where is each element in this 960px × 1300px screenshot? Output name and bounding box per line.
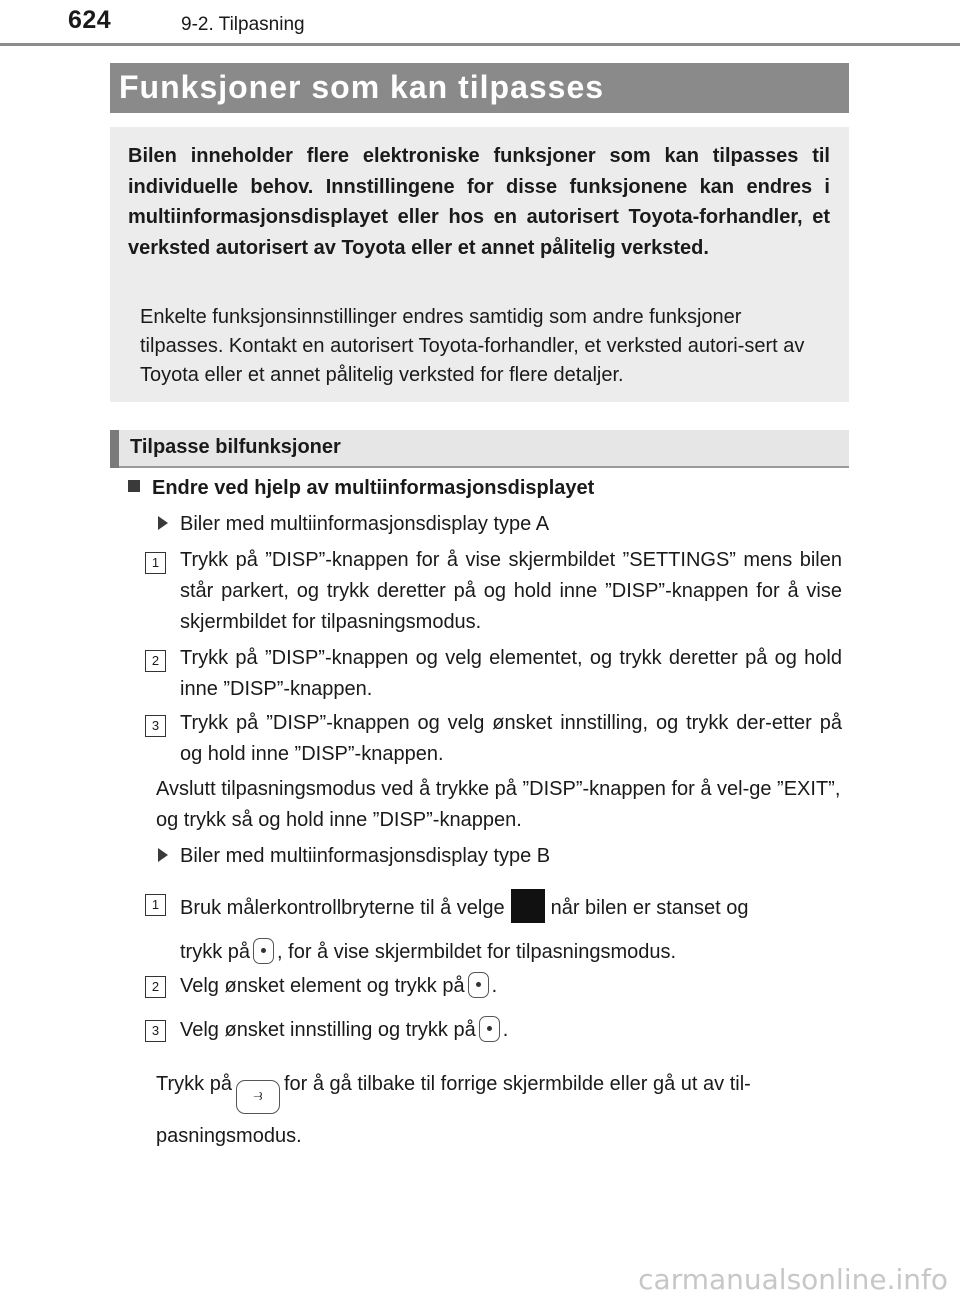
back-note-part: Trykk på: [156, 1073, 232, 1095]
title-bar: [110, 63, 849, 113]
section-label: 9-2. Tilpasning: [181, 14, 305, 35]
step-number: 3: [145, 1020, 166, 1042]
step-text-part: .: [491, 975, 498, 997]
type-a-bullet: [158, 513, 549, 536]
type-b-bullet: [158, 845, 550, 868]
intro-note-text: Enkelte funksjonsinnstillinger endres samtidig som andre funksjoner tilpasses. Kontakt en autorisert Toyota-forhandler, et verksted autori-sert av Toyota eller et annet pålitelig verksted for flere detaljer.: [140, 306, 805, 386]
triangle-bullet-icon: [158, 516, 168, 530]
step-number: 2: [145, 650, 166, 672]
step-text-part: når bilen er stanset og: [550, 897, 749, 919]
sub-header-title: Tilpasse bilfunksjoner: [130, 436, 341, 458]
step-text-part: trykk på: [180, 941, 251, 963]
intro-bold-text: Bilen inneholder flere elektroniske funksjoner som kan tilpasses til individuelle behov. Innstillingene for disse funksjonene kan endres i multiinformasjonsdisplayet eller hos en autorisert Toyota-forhandler, et verksted autorisert av Toyota eller et annet pålitelig verksted.: [128, 145, 830, 259]
watermark: carmanualsonline.info: [638, 1263, 948, 1296]
sub-header-bar: [110, 430, 119, 468]
type-a-label: Biler med multiinformasjonsdisplay type A: [180, 513, 550, 535]
step-text: [180, 886, 842, 974]
step-text-part: , for å vise skjermbildet for tilpasningsmodus.: [277, 941, 677, 963]
step-number: 1: [145, 894, 166, 916]
step-text-part: Velg ønsket element og trykk på: [180, 975, 465, 997]
type-b-label: Biler med multiinformasjonsdisplay type B: [180, 845, 551, 867]
step-number: 3: [145, 715, 166, 737]
square-bullet-icon: [128, 480, 140, 492]
step-text-part: Bruk målerkontrollbryterne til å velge: [180, 897, 505, 919]
enter-button-icon: [468, 972, 489, 998]
intro-box: [110, 127, 849, 402]
section-heading-text: Endre ved hjelp av multiinformasjonsdisplayet: [152, 477, 595, 499]
back-note-part: for å gå tilbake til forrige skjermbilde eller gå ut av til-: [283, 1073, 751, 1095]
enter-button-icon: [253, 938, 274, 964]
page-title: Funksjoner som kan tilpasses: [119, 69, 605, 105]
enter-button-icon: [479, 1016, 500, 1042]
back-button-icon: ⥽: [236, 1080, 280, 1114]
header-rule: [0, 43, 960, 46]
exit-note: Avslutt tilpasningsmodus ved å trykke på ”DISP”-knappen for å vel-ge ”EXIT”, og trykk så og hold inne ”DISP”-knappen.: [156, 778, 841, 831]
step-text: [180, 971, 842, 1002]
step-text: Trykk på ”DISP”-knappen for å vise skjermbildet ”SETTINGS” mens bilen står parkert, og trykk deretter på og hold inne ”DISP”-knappen for å vise skjermbildet for tilpasningsmodus.: [180, 549, 842, 633]
step-number: 1: [145, 552, 166, 574]
triangle-bullet-icon: [158, 848, 168, 862]
back-note: [156, 1062, 842, 1158]
step-text: Trykk på ”DISP”-knappen og velg ønsket innstilling, og trykk der-etter på og hold inne ”DISP”-knappen.: [180, 712, 842, 765]
step-text: [180, 1015, 842, 1046]
page-number: 624: [68, 6, 112, 34]
step-text-part: .: [502, 1019, 509, 1041]
step-text-part: Velg ønsket innstilling og trykk på: [180, 1019, 476, 1041]
sub-header: [110, 430, 849, 468]
section-heading: [128, 477, 594, 500]
step-number: 2: [145, 976, 166, 998]
step-text: Trykk på ”DISP”-knappen og velg elementet, og trykk deretter på og hold inne ”DISP”-knappen.: [180, 647, 842, 700]
gear-icon: [511, 889, 545, 923]
back-note-part: pasningsmodus.: [156, 1125, 302, 1147]
